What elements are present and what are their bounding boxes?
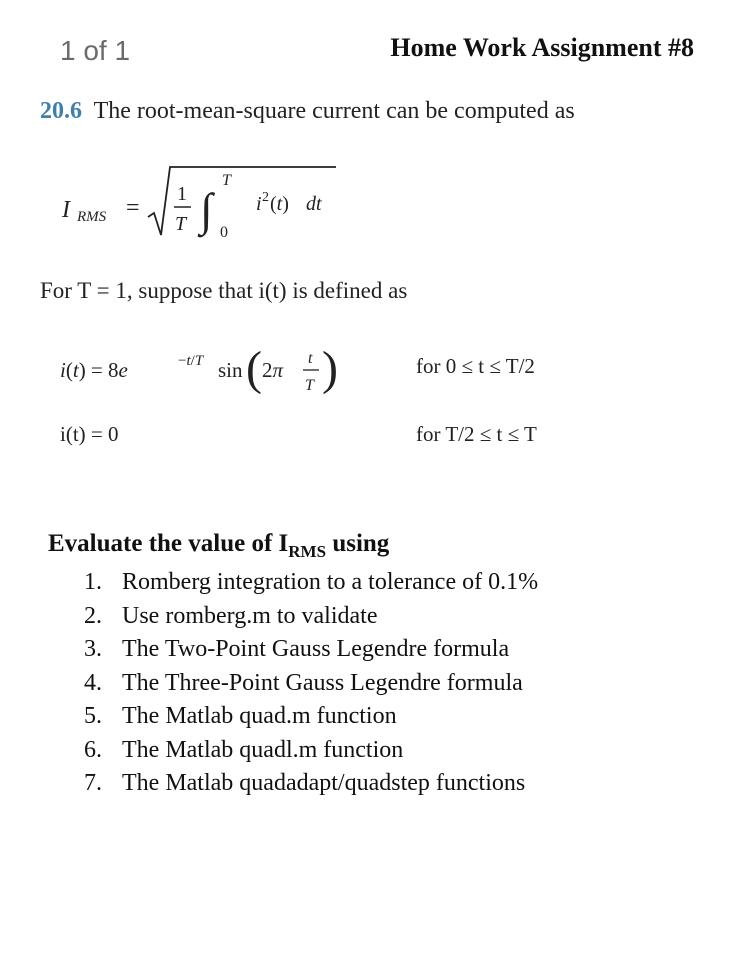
svg-text:T: T	[175, 213, 187, 235]
svg-text:T: T	[305, 377, 314, 394]
svg-text:2π: 2π	[262, 358, 284, 382]
condition-text: For T = 1, suppose that i(t) is defined as	[40, 278, 408, 303]
svg-text:0: 0	[220, 224, 228, 241]
task-intro	[48, 530, 389, 562]
list-item: 4. The Three-Point Gauss Legendre formula	[84, 669, 523, 696]
svg-text:(t): (t)	[270, 193, 289, 215]
problem-text: The root-mean-square current can be computed as	[93, 98, 575, 124]
list-item: 3. The Two-Point Gauss Legendre formula	[84, 636, 510, 662]
piece2-condition: for T/2 ≤ t ≤ T	[416, 422, 537, 446]
rms-symbol: I	[62, 197, 70, 223]
rms-formula	[60, 155, 360, 245]
method-list	[84, 566, 538, 801]
integral-sign: ∫	[200, 184, 213, 235]
task-intro-suffix: using	[326, 530, 390, 557]
document-title: Home Work Assignment #8	[390, 33, 694, 62]
svg-text:t: t	[308, 350, 313, 367]
task-intro-text: Evaluate the value of I	[48, 530, 289, 557]
piece1-formula	[60, 338, 380, 398]
svg-text:): )	[322, 342, 338, 395]
problem-statement	[40, 98, 575, 125]
list-item: 7. The Matlab quadadapt/quadstep functions	[84, 770, 526, 796]
svg-text:1: 1	[177, 183, 187, 205]
task-intro-subscript: RMS	[288, 542, 327, 561]
piece2-formula: i(t) = 0	[60, 422, 119, 446]
list-item: 5. The Matlab quad.m function	[84, 703, 397, 729]
page-counter: 1 of 1	[60, 35, 131, 66]
svg-text:sin: sin	[218, 358, 243, 382]
svg-text:2: 2	[262, 190, 269, 205]
svg-text:T: T	[222, 172, 231, 189]
rms-subscript: RMS	[77, 209, 107, 225]
piece1-condition: for 0 ≤ t ≤ T/2	[416, 354, 535, 378]
svg-text:dt: dt	[306, 193, 322, 215]
svg-text:(: (	[246, 342, 262, 395]
svg-text:i(t) = 8e: i(t) = 8e	[60, 358, 128, 382]
list-item: 1. Romberg integration to a tolerance of 0.1%	[84, 569, 539, 595]
problem-number: 20.6	[40, 98, 82, 124]
svg-text:=: =	[126, 195, 140, 221]
svg-text:−t/T: −t/T	[178, 353, 204, 369]
svg-text:i: i	[256, 193, 262, 215]
list-item: 6. The Matlab quadl.m function	[84, 736, 404, 763]
list-item: 2. Use romberg.m to validate	[84, 602, 378, 629]
